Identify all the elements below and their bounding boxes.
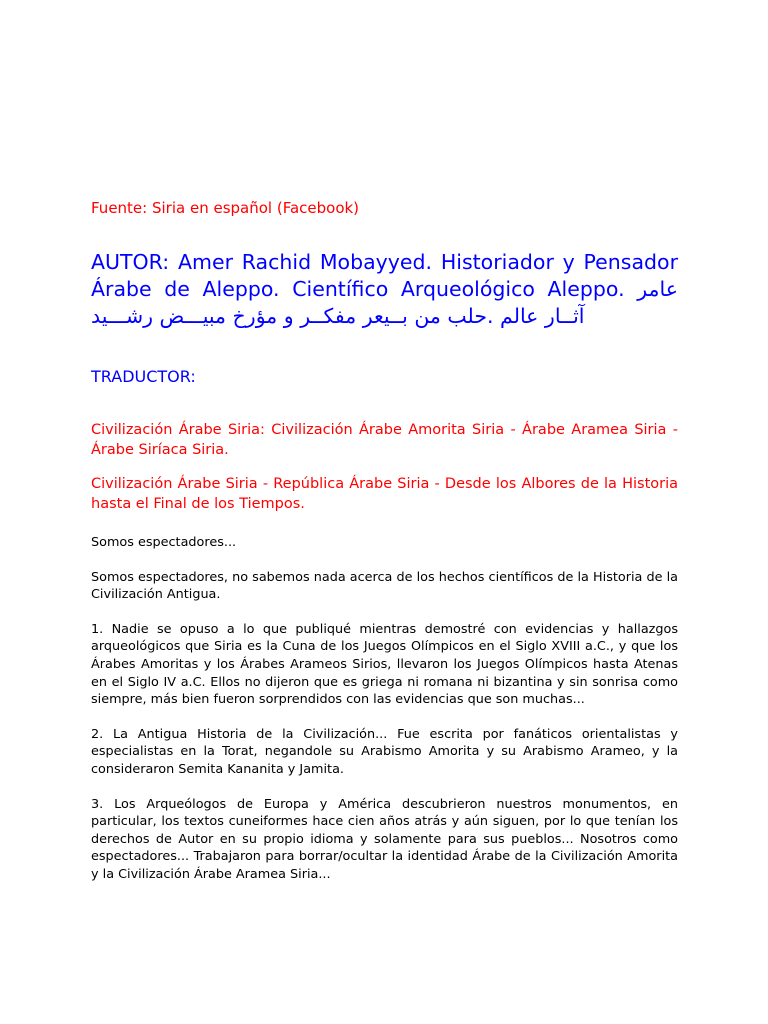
author-line: AUTOR: Amer Rachid Mobayyed. Historiador y Pensador Árabe de Aleppo. Científico Arqueológico Aleppo. عامر آثــار عالم .حلب من بــيعر مفكــر و مؤرخ مبيـــض رشـــيد <box>91 250 678 328</box>
paragraph-point-3: 3. Los Arqueólogos de Europa y América descubrieron nuestros monumentos, en particular, los textos cuneiformes hace cien años atrás y aún siguen, por lo que tenían los derechos de Autor en su propio idioma y solamente para sus pueblos... Nosotros como espectadores... Trabajaron para borrar/ocultar la identidad Árabe de la Civilización Amorita y la Civilización Árabe Aramea Siria... <box>91 796 678 882</box>
source-line: Fuente: Siria en español (Facebook) <box>91 199 360 217</box>
paragraph-point-1: 1. Nadie se opuso a lo que publiqué mientras demostré con evidencias y hallazgos arqueológicos que Siria es la Cuna de los Juegos Olímpicos en el Siglo XVIII a.C., y que los Árabes Amoritas y los Árabes Arameos Sirios, llevaron los Juegos Olímpicos hasta Atenas en el Siglo IV a.C. Ellos no dijeron que es griega ni romana ni bizantina y sin sonrisa como siempre, más bien fueron sorprendidos con las evidencias que son muchas... <box>91 621 678 708</box>
translator-line: TRADUCTOR: <box>91 367 196 386</box>
paragraph-somos-espectadores: Somos espectadores... <box>91 535 237 550</box>
document-page <box>91 198 678 901</box>
paragraph-intro: Somos espectadores, no sabemos nada acerca de los hechos científicos de la Historia de la Civilización Antigua. <box>91 569 678 603</box>
heading-civilizacion-2: Civilización Árabe Siria - República Árabe Siria - Desde los Albores de la Historia hasta el Final de los Tiempos. <box>91 476 678 512</box>
heading-civilizacion-1: Civilización Árabe Siria: Civilización Árabe Amorita Siria - Árabe Aramea Siria - Árabe Siríaca Siria. <box>91 422 678 458</box>
paragraph-point-2: 2. La Antigua Historia de la Civilización... Fue escrita por fanáticos orientalistas y especialistas en la Torat, negandole su Arabismo Amorita y su Arabismo Arameo, y la consideraron Semita Kananita y Jamita. <box>91 726 678 777</box>
